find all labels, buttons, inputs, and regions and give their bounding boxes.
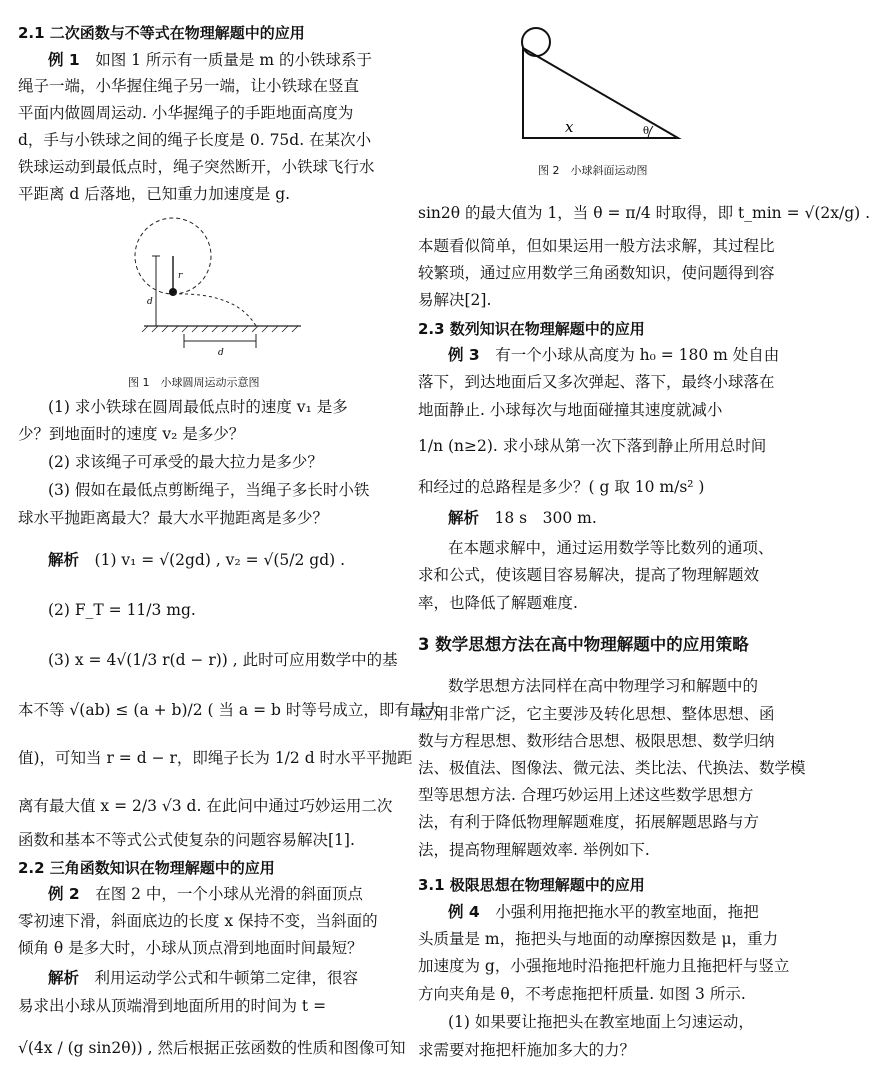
figure-1-caption: 图 1 小球圆周运动示意图 bbox=[128, 376, 260, 389]
example-3-label: 例 3 bbox=[448, 346, 480, 364]
example-1-line-2: 平面内做圆周运动. 小华握绳子的手距地面高度为 bbox=[18, 104, 354, 122]
example-2-line-0: 例 2 在图 2 中，一个小球从光滑的斜面顶点 bbox=[48, 885, 363, 903]
paragraph-4-line-2: 数与方程思想、数形结合思想、极限思想、数学归纳 bbox=[418, 732, 775, 750]
incline-triangle bbox=[523, 48, 678, 138]
example-3-line-1: 落下，到达地面后又多次弹起、落下，最终小球落在 bbox=[418, 373, 775, 391]
section-heading-3-1: 3.1 极限思想在物理解题中的应用 bbox=[418, 876, 645, 894]
solution-7: 函数和基本不等式公式使复杂的问题容易解决[1]. bbox=[18, 831, 355, 849]
example-1-line-1: 绳子一端，小华握住绳子另一端，让小铁球在竖直 bbox=[18, 77, 360, 95]
paragraph-3-line-2: 率，也降低了解题难度. bbox=[418, 594, 578, 612]
ball bbox=[522, 28, 550, 56]
solution-3: (3) x = 4√(1/3 r(d − r)) , 此时可应用数学中的基 bbox=[48, 651, 398, 669]
paragraph-4-line-6: 法，提高物理解题效率. 举例如下. bbox=[418, 841, 650, 859]
example-4-label: 例 4 bbox=[448, 903, 480, 921]
figure-2-incline bbox=[503, 18, 703, 143]
solution-1: 解析 (1) v₁ = √(2gd) , v₂ = √(5/2 gd) . bbox=[48, 551, 346, 569]
solution-4: 本不等 √(ab) ≤ (a + b)/2 ( 当 a = b 时等号成立，即有最大 bbox=[18, 701, 441, 719]
solution-ex3: 解析 18 s 300 m. bbox=[448, 509, 597, 527]
label-x: x bbox=[565, 118, 574, 136]
example-1-line-3: d，手与小铁球之间的绳子长度是 0. 75d. 在某次小 bbox=[18, 131, 372, 149]
section-heading-2-3: 2.3 数列知识在物理解题中的应用 bbox=[418, 320, 645, 338]
example-3-line-4: 和经过的总路程是多少？( g 取 10 m/s² ) bbox=[418, 478, 705, 496]
solution-ex2-line-2: √(4x / (g sin2θ)) , 然后根据正弦函数的性质和图像可知 bbox=[18, 1039, 406, 1057]
paragraph-1: sin2θ 的最大值为 1，当 θ = π/4 时取得，即 t_min = √(2x/g) . bbox=[418, 204, 870, 222]
solution-ex3-label: 解析 bbox=[448, 509, 480, 527]
label-theta: θ bbox=[643, 126, 650, 137]
example-4-line-3: 方向夹角是 θ，不考虑拖把杆质量. 如图 3 所示. bbox=[418, 985, 746, 1003]
example-1-line-4: 铁球运动到最低点时，绳子突然断开，小铁球飞行水 bbox=[18, 158, 375, 176]
iron-ball bbox=[169, 288, 177, 296]
solution-6: 离有最大值 x = 2/3 √3 d. 在此问中通过巧妙运用二次 bbox=[18, 797, 393, 815]
question-line-4: 球水平抛距离最大？最大水平抛距离是多少？ bbox=[18, 509, 329, 527]
example-3-line-0: 例 3 有一个小球从高度为 h₀ = 180 m 处自由 bbox=[448, 346, 780, 364]
example-2-label: 例 2 bbox=[48, 885, 80, 903]
solution-ex2-line-1: 易求出小球从顶端滑到地面所用的时间为 t = bbox=[18, 997, 327, 1015]
example-2-line-1: 零初速下滑，斜面底边的长度 x 保持不变，当斜面的 bbox=[18, 912, 378, 930]
example-4-line-4: (1) 如果要让拖把头在教室地面上匀速运动， bbox=[448, 1013, 754, 1031]
solution-label: 解析 bbox=[48, 551, 80, 569]
example-3-line-3: 1/n (n≥2). 求小球从第一次下落到静止所用总时间 bbox=[418, 437, 767, 455]
example-4-line-2: 加速度为 g，小强拖地时沿拖把杆施力且拖把杆与竖立 bbox=[418, 957, 790, 975]
paragraph-2-line-0: 本题看似简单，但如果运用一般方法求解，其过程比 bbox=[418, 237, 775, 255]
label-d-vertical: d bbox=[147, 297, 153, 307]
example-1-label: 例 1 bbox=[48, 51, 80, 69]
solution-ex2-line-0: 解析 利用运动学公式和牛顿第二定律，很容 bbox=[48, 969, 359, 987]
paragraph-3-line-0: 在本题求解中，通过运用数学等比数列的通项、 bbox=[448, 539, 774, 557]
example-4-line-0: 例 4 小强利用拖把拖水平的教室地面，拖把 bbox=[448, 903, 759, 921]
paragraph-4-line-3: 法、极值法、图像法、微元法、类比法、代换法、数学模 bbox=[418, 759, 806, 777]
solution-2: (2) F_T = 11/3 mg. bbox=[48, 601, 196, 619]
section-heading-2-1: 2.1 二次函数与不等式在物理解题中的应用 bbox=[18, 24, 305, 42]
trajectory bbox=[173, 294, 256, 326]
question-line-1: 少？到地面时的速度 v₂ 是多少？ bbox=[18, 425, 245, 443]
paragraph-2-line-2: 易解决[2]. bbox=[418, 291, 492, 309]
example-1-line-0: 例 1 如图 1 所示有一质量是 m 的小铁球系于 bbox=[48, 51, 372, 69]
figure-1-circular-motion bbox=[126, 214, 326, 358]
example-3-line-2: 地面静止. 小球每次与地面碰撞其速度就减小 bbox=[418, 401, 723, 419]
paragraph-4-line-5: 法，有利于降低物理解题难度，拓展解题思路与方 bbox=[418, 813, 760, 831]
label-d-horizontal: d bbox=[218, 348, 224, 358]
paragraph-4-line-0: 数学思想方法同样在高中物理学习和解题中的 bbox=[448, 677, 759, 695]
example-4-line-1: 头质量是 m，拖把头与地面的动摩擦因数是 μ，重力 bbox=[418, 930, 779, 948]
paragraph-2-line-1: 较繁琐，通过应用数学三角函数知识，使问题得到容 bbox=[418, 264, 775, 282]
paragraph-4-line-4: 型等思想方法. 合理巧妙运用上述这些数学思想方 bbox=[418, 786, 754, 804]
figure-2-caption: 图 2 小球斜面运动图 bbox=[538, 164, 648, 177]
solution-ex2-label: 解析 bbox=[48, 969, 80, 987]
label-r: r bbox=[178, 271, 183, 281]
section-heading-3: 3 数学思想方法在高中物理解题中的应用策略 bbox=[418, 635, 749, 654]
question-line-3: (3) 假如在最低点剪断绳子，当绳子多长时小铁 bbox=[48, 481, 370, 499]
paragraph-4-line-1: 应用非常广泛，它主要涉及转化思想、整体思想、函 bbox=[418, 705, 775, 723]
question-line-2: (2) 求该绳子可承受的最大拉力是多少？ bbox=[48, 453, 323, 471]
question-line-0: (1) 求小铁球在圆周最低点时的速度 v₁ 是多 bbox=[48, 398, 348, 416]
example-2-line-2: 倾角 θ 是多大时，小球从顶点滑到地面时间最短？ bbox=[18, 939, 363, 957]
solution-5: 值)，可知当 r = d − r，即绳子长为 1/2 d 时水平平抛距 bbox=[18, 749, 413, 767]
paragraph-3-line-1: 求和公式，使该题目容易解决，提高了物理解题效 bbox=[418, 566, 760, 584]
example-1-line-5: 平距离 d 后落地，已知重力加速度是 g. bbox=[18, 185, 291, 203]
example-4-line-5: 求需要对拖把杆施加多大的力？ bbox=[418, 1041, 636, 1059]
section-heading-2-2: 2.2 三角函数知识在物理解题中的应用 bbox=[18, 859, 275, 877]
